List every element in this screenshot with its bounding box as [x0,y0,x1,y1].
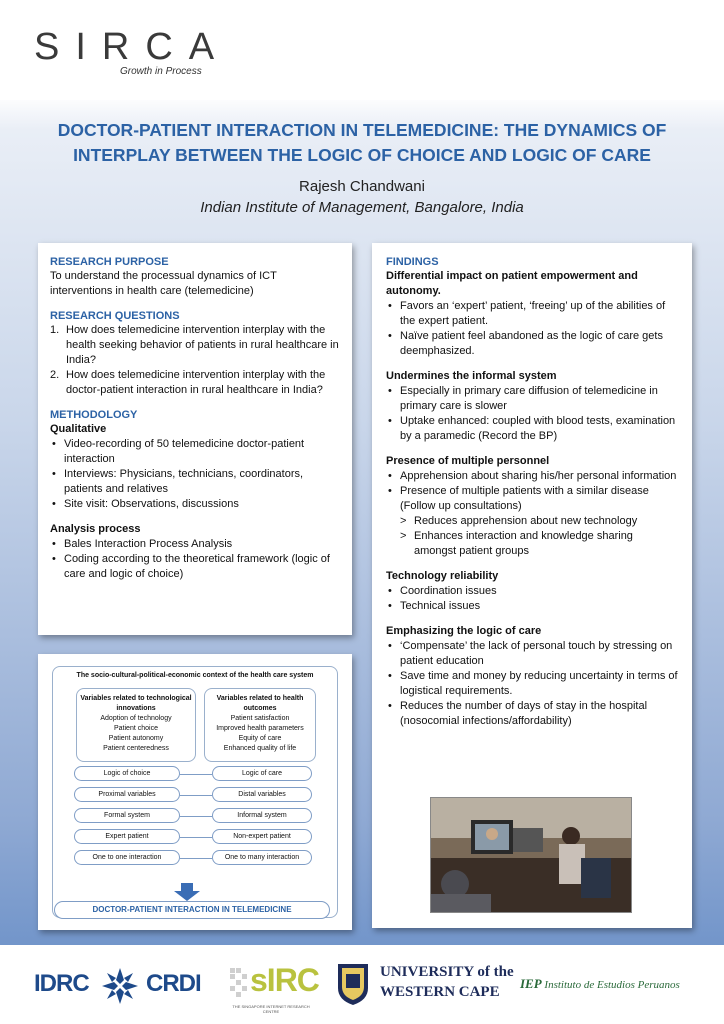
list-item: • Presence of multiple patients with a similar disease (Follow up consultations) [386,484,678,514]
poster-title: DOCTOR-PATIENT INTERACTION IN TELEMEDICINE: THE DYNAMICS OF INTERPLAY BETWEEN THE LOGIC OF CHOICE AND LOGIC OF CARE [57,120,667,165]
uwc-name-line2: WESTERN CAPE [380,984,500,1000]
health-variables-heading: Variables related to health outcomes [216,695,304,712]
list-item: > Reduces apprehension about new technology [400,514,678,529]
purpose-heading: RESEARCH PURPOSE [50,256,169,268]
pair-left: Expert patient [74,829,180,844]
tech-variables-heading: Variables related to technological innovations [80,695,192,712]
questions-heading: RESEARCH QUESTIONS [50,310,180,322]
pair-right: Logic of care [212,766,312,781]
list-item: Patient autonomy [108,735,164,742]
list-item: • Uptake enhanced: coupled with blood tests, examination by a paramedic (Record the BP) [386,414,678,444]
methodology-heading: METHODOLOGY [50,409,138,421]
pair-connector [180,774,212,775]
uwc-name-line1: UNIVERSITY of the [380,964,514,980]
list-item: • Coding according to the theoretical framework (logic of care and logic of choice) [50,552,340,582]
questions-list [50,323,340,398]
sirca-logo [34,26,231,82]
list-item: Patient choice [114,725,158,732]
list-item: Enhanced quality of life [223,745,297,752]
logo-tagline: Growth in Process [120,66,202,77]
pair-connector [180,816,212,817]
author-affiliation: Indian Institute of Management, Bangalore, India [200,199,524,216]
author-name: Rajesh Chandwani [299,178,425,195]
pair-left: Proximal variables [74,787,180,802]
list-item: • Coordination issues [386,584,678,599]
finding-list [386,384,678,444]
list-item: • Reduces the number of days of stay in the hospital (nosocomial infections/affordability) [386,699,678,729]
list-item: • Interviews: Physicians, technicians, coordinators, patients and relatives [50,467,340,497]
finding-title: Emphasizing the logic of care [386,625,542,637]
research-panel [38,243,352,635]
finding-list [386,639,678,729]
list-item: • Site visit: Observations, discussions [50,497,340,512]
purpose-text: To understand the processual dynamics of ICT interventions in health care (telemedicine) [50,270,277,297]
list-item: • Technical issues [386,599,678,614]
finding-title: Differential impact on patient empowerment and autonomy. [386,270,638,297]
finding-title: Technology reliability [386,570,499,582]
list-item: Patient satisfaction [230,715,290,722]
list-item: 1. How does telemedicine intervention interplay with the health seeking behavior of patients in rural healthcare in India? [50,324,339,366]
crdi-logo: CRDI [146,970,201,997]
pair-left: One to one interaction [74,850,180,865]
idrc-star-icon [100,966,140,1006]
logo-name: SIRCA [34,26,231,68]
finding-list [386,469,678,514]
finding-sublist [386,514,678,559]
iep-logo [520,976,680,992]
analysis-label: Analysis process [50,523,141,535]
list-item: • Video-recording of 50 telemedicine doctor-patient interaction [50,437,340,467]
pair-connector [180,858,212,859]
list-item: • Apprehension about sharing his/her personal information [386,469,678,484]
findings-heading: FINDINGS [386,256,439,268]
pair-right: Non-expert patient [212,829,312,844]
analysis-list [50,537,340,582]
finding-title: Undermines the informal system [386,370,557,382]
list-item: • Bales Interaction Process Analysis [50,537,340,552]
qualitative-list [50,437,340,512]
finding-list [386,584,678,614]
finding-title: Presence of multiple personnel [386,455,550,467]
list-item: • Favors an ‘expert’ patient, ‘freeing’ up of the abilities of the expert patient. [386,299,678,329]
list-item: 2. How does telemedicine intervention interplay with the doctor-patient interaction in rural healthcare in India? [50,369,326,396]
iep-name: Instituto de Estudios Peruanos [544,979,680,991]
list-item: • Naïve patient feel abandoned as the logic of care gets deemphasized. [386,329,678,359]
pair-left: Formal system [74,808,180,823]
header [0,0,724,100]
context-title: The socio-cultural-political-economic context of the health care system [76,672,314,679]
list-item: Patient centeredness [103,745,169,752]
list-item: Adoption of technology [100,715,172,722]
list-item: > Enhances interaction and knowledge sharing amongst patient groups [400,529,678,559]
list-item: • ‘Compensate’ the lack of personal touch by stressing on patient education [386,639,678,669]
tech-variables-box [76,688,196,762]
health-variables-box [204,688,316,762]
uwc-crest-icon [336,962,370,1006]
pair-right: One to many interaction [212,850,312,865]
sirc-logo: sIRC [250,962,319,998]
pair-right: Distal variables [212,787,312,802]
qualitative-label: Qualitative [50,423,107,435]
pair-connector [180,837,212,838]
finding-list [386,299,678,359]
arrow-down-icon [174,883,200,901]
telemedicine-session-photo [430,797,632,913]
sirc-subtitle: THE SINGAPORE INTERNET RESEARCH CENTRE [232,1004,310,1014]
list-item: Improved health parameters [216,725,304,732]
pair-right: Informal system [212,808,312,823]
pair-left: Logic of choice [74,766,180,781]
diagram-outcome-bar: DOCTOR-PATIENT INTERACTION IN TELEMEDICINE [54,901,330,919]
pair-connector [180,795,212,796]
list-item: • Save time and money by reducing uncertainty in terms of logistical requirements. [386,669,678,699]
iep-abbr: IEP [520,976,542,991]
idrc-logo: IDRC [34,970,89,997]
list-item: Equity of care [238,735,282,742]
list-item: • Especially in primary care diffusion of telemedicine in primary care is slower [386,384,678,414]
